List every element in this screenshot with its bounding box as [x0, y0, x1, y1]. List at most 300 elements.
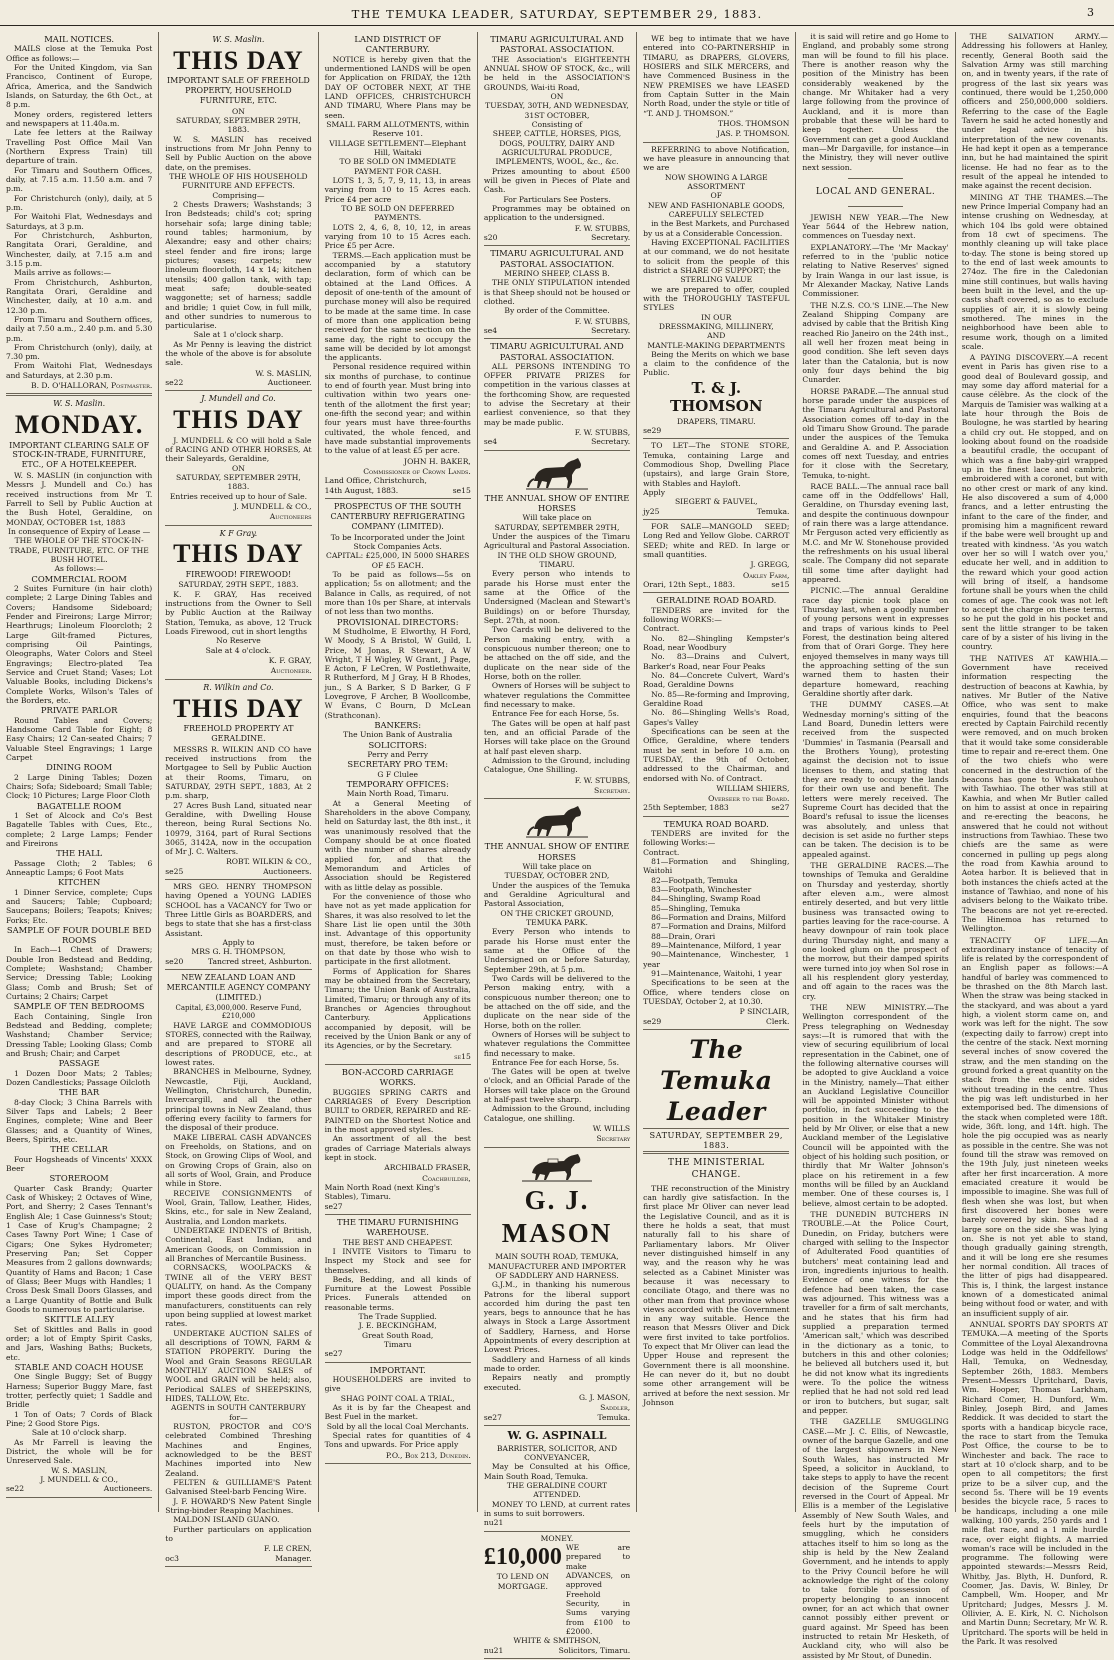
ad-further: Further particulars on application to [165, 1524, 312, 1543]
ad-title: THE ANNUAL SHOW OF ENTIRE HORSES [484, 841, 630, 862]
ad-paragraph: UNDERTAKE INDENTS of British, Continental, East Indian, and American Goods, on Commission in all Branches of Mercantile Business. [165, 1226, 312, 1263]
ad-town: Temuka. [597, 1412, 631, 1422]
room-items: 2 Large Dining Tables; Dozen Chairs; Sofa; Sideboard; Small Table; Clock; 10 Pictures; Large Floor Cloth [6, 772, 153, 801]
news-item-lead: THE NEW MINISTRY. [810, 1002, 927, 1012]
ad-big-heading: THIS DAY [173, 405, 304, 435]
ad-code: se27 [483, 1412, 502, 1422]
news-item-text: —The New Year 5644 of the Hebrew nation, commences on Tuesday next. [802, 212, 949, 241]
news-item [962, 1320, 1108, 1646]
ad-subtitle: FREEHOLD PROPERTY AT GERALDINE. [183, 723, 294, 743]
mail-notice-line: From Timaru and Southern offices, daily at 7.50 a.m., 2.40 p.m. and 5.30 p.m. [6, 314, 153, 343]
column-5 [636, 32, 789, 1512]
ad-posters: For Particulars See Posters. [503, 194, 611, 204]
contract-item: No. 83—Drains and Culvert, Barker's Road, near Four Peaks [643, 652, 790, 671]
ad-signature: W. S. MASLIN, [255, 368, 312, 378]
ad-footer [484, 437, 630, 446]
ad-code: se4 [483, 437, 498, 447]
school-ad [165, 880, 311, 970]
room-name: SAMPLE OF FOUR DOUBLE BED ROOMS [6, 924, 152, 946]
contract-item: 91—Maintenance, Waitohi, 1 year [651, 969, 782, 979]
ad-title: BON-ACCORD CARRIAGE WORKS. [341, 1066, 454, 1088]
column-7 [955, 32, 1108, 1647]
contract-item: No. 86—Shingling Wells's Road, Gapes's Valley [643, 708, 790, 727]
ad-text: MRS GEO. HENRY THOMPSON having Opened a YOUNG LADIES SCHOOL has a VACANCY for Two or Three Little Girls as BOARDERS, and begs to state that she has a first-class Assistant. [165, 882, 312, 938]
room-name: SKITTLE ALLEY [44, 1314, 115, 1325]
ad-date: SATURDAY, 29TH SEPT., 1883. [178, 580, 299, 590]
refrigerating-prospectus [325, 499, 471, 1065]
ad-solicitors-heading: SOLICITORS: [368, 739, 427, 750]
news-item [802, 213, 948, 241]
ad-footer [643, 580, 789, 589]
ad-offices-heading: TEMPORARY OFFICES: [346, 779, 449, 790]
news-item [802, 1003, 948, 1208]
ad-code: se15 [454, 1051, 471, 1061]
ad-footer [484, 233, 630, 242]
ad-code: se22 [6, 1484, 25, 1494]
ad-footer [643, 507, 789, 516]
ad-text: J. MUNDELL & CO will hold a Sale of RACING AND OTHER HORSES, At their Saleyards, Geraldine, [165, 435, 312, 464]
ad-goods: NEW AND FASHIONABLE GOODS, CAREFULLY SELECTED [647, 200, 785, 219]
news-item [962, 32, 1108, 191]
ad-signature: J. GREGG, [750, 560, 790, 570]
auctioneer-name: W. S. Maslin. [53, 399, 106, 409]
ad-apply: Apply to [222, 938, 255, 948]
ad-incorporated: To be Incorporated under the Joint Stock Companies Acts. [330, 532, 465, 551]
mail-notice-line: For Timaru and Southern Offices, daily, at 7.15 a.m. 11.50 a.m. and 7 p.m. [6, 165, 153, 194]
ad-signature: JAS. P. THOMSON. [717, 129, 790, 139]
news-item [962, 654, 1108, 934]
ad-trade: MANUFACTURER AND IMPORTER OF SADDLERY AND HARNESS. [488, 1261, 626, 1280]
ad-apply: Apply [643, 487, 666, 497]
ad-paragraph: Entrance Fee for each Horse, 5s. [491, 1057, 619, 1067]
ad-code: se27 [324, 1349, 343, 1359]
ad-under: Under the auspices of the Temuka and Geraldine Agricultural and Pastoral Association, [483, 880, 631, 909]
sale-signature-3: Auctioneers. [103, 1484, 153, 1494]
ad-code: s20 [483, 232, 498, 242]
ad-on: ON [550, 91, 564, 101]
ad-capital: CAPITAL: £25,000, IN 5000 SHARES OF £5 EACH. [326, 551, 470, 570]
column-1 [6, 32, 152, 1512]
ad-text: FOR SALE—MANGOLD SEED; Long Red and Yellow Globe. CARROT SEED; white and RED. In large or small quantities. [643, 521, 790, 559]
news-item-text: —Government have received information respecting the destruction of beacons at Kawhia, by natives. Mr Butler of the Native Office, who was sent to make enquiries, found that the beacons erected by Captain Fairchild recently were removed, and on much broken that it would take some considerable time to repair and re-erect them. One of the two chiefs who were concerned in the destruction of the beacons has gone to Whakatauhou with Tawhiao. The other was still at Kawhia, and when Mr Butler called on him to assist at once in repairing and re-erecting the beacons, he answered that he could not without instructions from Tawhiao. These two chiefs are the same as were concerned in pulling up pegs along the road from Kawhia around to Aotea harbor. It is believed that in both instances the chiefs acted at the instance of Tawhiao, and none of his advisers belong to the Waikato tribe. The beacons are not yet re-erected. The Hinemoa has returned to Wellington. [961, 653, 1108, 934]
ad-directors: M Studholme, E Elworthy, H Ford, W Moody, S A Bristol, W Guild, L Price, M Jonas, R Stewart, A W Wright, T H Wigley, W Grant, J Page, E Acton, F LeCren, W Postlethwaite, R Rutherford, M J Gray, H B Rhodes, jun., S A Barker, S D Barker, G F Lovegrove, F Archer, B Woollcombe, W Evans, C Bourn, D McLean (Strathconan). [324, 626, 471, 720]
room-items: Set of Skittles and Balls in good order; a lot of Empty Spirit Casks, and Jars, Washing Baths; Buckets, etc. [6, 1324, 153, 1362]
ad-paragraph: REFERRING to above Notification, we have pleasure in announcing that we are [643, 144, 790, 173]
ad-title: IMPORTANT. [369, 1364, 426, 1375]
news-item [802, 861, 948, 1001]
ad-paragraph: G.J.M., in thanking his numerous Patrons for the liberal support accorded him during the past ten years, begs to announce that he has always in Stock a Large Assortment of Saddlery, Harness, and Horse Appointments of every description at Lowest Prices. [483, 1280, 631, 1355]
room-items: In Each—1 Chest of Drawers; Double Iron Bedstead and Bedding, Complete; Washstand; Chamber Service; Dressing Table; Looking Glass; Comb and Brush; Set of Curtains; 2 Chairs; Carpet [6, 945, 153, 1002]
ad-role: Secretary. [591, 232, 631, 242]
room-name: STABLE AND COACH HOUSE [14, 1361, 144, 1372]
ad-text: WE are prepared to make ADVANCES, on approved Freehold Security, in Sums varying from £100 to £2000. [565, 1542, 631, 1636]
article-body: THE reconstruction of the Ministry can hardly give satisfaction. In the first place Mr Oliver can never lead the Legislative Council, and as it is there he holds a seat, that must naturally fall to his share of Parliamentary labors. Mr Oliver never distinguished himself in any way, and the reason why he was selected as a Cabinet Minister was because it was necessary to conciliate Otago, and there was no other man from that province whose views accorded with the Government in any way suitable. Hence the reason that Messrs Oliver and Dick were first invited to take portfolios. To expect that Mr Oliver can lead the Upper House and represent the Government there is all moonshine. He can never do it, but no doubt some other arrangement will be arrived at before the next session. Mr Johnson [643, 1183, 790, 1408]
room-name: THE HALL [56, 848, 103, 859]
ad-text: K. F. GRAY, Has received instructions from the Owner to Sell by Public Auction at the Railway Station, Temuka, as above, 12 Truck Loads Firewood, cut in short lengths [165, 589, 312, 637]
news-item-lead: EXPLANATORY. [810, 242, 872, 252]
mail-notice-line: From Christchurch (only), daily, at 7.30 pm. [6, 342, 153, 362]
ad-town: Timaru [383, 1340, 412, 1350]
ad-contact-name: MRS G. H. THOMPSON, [191, 947, 286, 957]
horse-show-timaru-ad [484, 451, 630, 800]
room-name: SAMPLE OF TEN BEDROOMS [13, 1001, 145, 1012]
newspaper-columns [6, 32, 1108, 1660]
news-item [802, 243, 948, 299]
ad-paragraph: Admission to the Ground, including Catalogue, one shilling. [483, 1104, 631, 1123]
geraldine-road-board-ad [643, 593, 789, 817]
ad-paragraph: Two Cards will be delivered to the Person making entry, with a conspicuous number thereon; one to be attached on the off side, and the duplicate on the near side of the Horse, both on the roller. [483, 625, 631, 682]
room-block [6, 1001, 152, 1058]
news-item-text: —An extraordinary instance of tenacity of life is related by the correspondent of an English paper as follows:—A handful of barley was commenced to be thrashed on the 8th March last. When the straw was being stacked in the stackyard, and was about a yard high, a violent storm came on, and work was left for the night. The sow (expecting daily to farrow) crept into the centre of the stack. Next morning several inches of snow covered the straw, and the men standing on the ground forked a great quantity on the stack from the ends and sides without treading in the centre. Thus the pig was left undisturbed in her extemporised bed. The dimensions of the stack when completed were 18ft. wide, 36ft. long, and 14ft. high. The hole the pig occupied was as nearly as possible in the centre. She was not found till the straw was removed on the 19th July, just nineteen weeks after her first incarceration. A more emaciated creature it would be impossible to imagine. She was full of flesh when she was lost, but when first discovered her bones were barely covered by skin. She had a large sore on the side she was lying on. She is not yet able to stand, though gradually gaining strength, and it will be long ere she resumes her normal condition. All traces of the litter of pigs had disappeared. This is, I think, the largest instance known of a domesticated animal being without food or water, and with an insufficient supply of air. [961, 935, 1108, 1318]
to-let-ad [643, 439, 789, 520]
room-name: DINING ROOM [46, 762, 113, 773]
ad-paragraph: An assortment of all the best grades of Carriage Materials always kept in stock. [324, 1134, 471, 1162]
ad-title: NEW ZEALAND LOAN AND MERCANTILE AGENCY COMPANY (LIMITED.) [166, 973, 311, 1002]
ad-solicitors: Perry and Perry [367, 750, 429, 760]
news-item-text: —At Wednesday morning's sitting of the Land Board, Dunedin letters were received from the suspected 'Dummies' in Tasmania (Pearsall and the Brothers Young), protesting against the decision not to issue licenses to them, and stating that they are ready to occupy the lands for their own use and benefit. The letters were merely received. The Supreme Court has decided that the Board's refusal to issue the licenses was absolutely, and unless that decision is set aside no further steps can be taken. The decision is to be appealed against. [802, 700, 949, 859]
room-block [6, 762, 152, 800]
ad-small-farms: SMALL FARM ALLOTMENTS, within Reserve 101. [326, 119, 470, 139]
ad-big-heading: MONDAY. [14, 410, 144, 440]
auctioneer-name: J. Mundell and Co. [201, 394, 276, 404]
room-items: 8-day Clock; 3 China Barrels with Silver Taps and Labels; 2 Beer Engines, complete; Wine and Beer Glasses; and a Quantity of Wines, Beers, Spirits, etc. [6, 1097, 153, 1145]
room-block [6, 705, 152, 762]
mail-notice-line: For Christchurch (only), daily, at 5 p.m. [6, 193, 153, 212]
mail-notice-line: For Waitohi Flat, Wednesdays and Saturdays, at 3 p.m. [6, 212, 153, 231]
room-block [6, 1410, 152, 1429]
ad-code: se27 [324, 1201, 343, 1211]
money-lend: TO LEND ON MORTGAGE. [496, 1572, 549, 1591]
news-item [802, 482, 948, 585]
ad-specifications: Specifications to be seen at the Office, where tenders close on TUESDAY, October 2, at 10.30. [643, 978, 790, 1007]
mail-notice-line: From Waitohi Flat, Wednesdays and Saturdays, at 2.30 p.m. [6, 361, 153, 380]
article-title: THE MINISTERIAL CHANGE. [668, 1158, 765, 1180]
mail-notice-line: Mails arrive as follows:— [14, 268, 112, 278]
mail-notices-list [6, 44, 152, 380]
contract-item: 84—Shingling, Swamp Road [651, 894, 761, 904]
contract-item: 87—Formation and Drains, Milford [651, 922, 787, 932]
ad-footer [165, 1554, 311, 1563]
ad-paragraph: Two Cards will be delivered to the Person making entry, with a conspicuous number thereon; one to be attached on the off side, and the duplicate on the near side of the Horse, both on the roller. [483, 973, 631, 1030]
ad-role: Auctioneers [269, 512, 312, 522]
ad-of: OF [710, 191, 723, 201]
horse-show-temuka-ad [484, 799, 630, 1148]
room-items: Each Containing, Single Iron Bedstead and Bedding, complete; Washstand; Chamber Service; Dressing Table; Looking Glass; Comb and Brush; Chair; and Carpet [6, 1011, 153, 1059]
news-item [802, 301, 948, 385]
ad-date: SATURDAY, SEPTEMBER 29TH, [494, 522, 620, 532]
news-item-lead: THE NATIVES AT KAWHIA. [969, 653, 1101, 663]
ad-footer [643, 1017, 789, 1026]
sale-time: Sale at 10 o'clock sharp. [31, 1428, 127, 1438]
ad-paragraph: we are prepared to offer, coupled with the THOROUGHLY TASTEFUL STYLES [643, 284, 790, 313]
ad-signature: F. W. STUBBS, [574, 775, 631, 785]
ad-code: se15 [771, 579, 790, 589]
ad-directors-heading: PROVISIONAL DIRECTORS: [336, 616, 459, 627]
ad-signature: F. W. STUBBS, [574, 428, 631, 438]
ad-address: MAIN SOUTH ROAD, TEMUKA, [495, 1252, 619, 1262]
news-item-lead: PICNIC. [810, 586, 842, 596]
room-block [6, 1144, 152, 1173]
contract-item: 89—Maintenance, Milford, 1 year [651, 941, 781, 951]
money-to-lend-ad [484, 1532, 630, 1659]
ad-paragraph: THE GERALDINE COURT ATTENDED. [506, 1480, 608, 1500]
room-items: Passage Cloth; 2 Tables; 6 Anneaptic Lamps; 6 Foot Mats [6, 858, 153, 877]
ad-signature: K. F. GRAY, [268, 656, 312, 666]
ad-place: ON THE CRICKET GROUND, TEMUKA PARK. [500, 908, 614, 927]
ad-role: Auctioneers. [263, 866, 312, 876]
ad-comprising: Comprising— [212, 190, 265, 200]
ad-farm: Oakley Farm, [742, 570, 790, 580]
ad-date: TUESDAY, OCTOBER 2ND, [504, 871, 610, 881]
ad-text: ALL PERSONS INTENDING TO OFFER PRIVATE PRIZES for competition in the various classes at the forthcoming Show, are requested to advise the Secretary at their earliest convenience, so that they may be made public. [483, 361, 631, 427]
ad-sterling: STERLING VALUE [680, 275, 753, 285]
news-item [962, 193, 1108, 352]
ad-code: se29 [643, 1016, 662, 1026]
ad-dressmaking: DRESSMAKING, MILLINERY, [658, 321, 774, 331]
news-item-text: —The annual Geraldine race day picnic took place on Thursday last, when a goodly number of young persons went in expresses and traps of various kinds to Peel Forest, the destination being altered from that of Orari Gorge. They here enjoyed themselves in many ways till the approaching setting of the sun warned them to hasten their departure homeward, reaching Geraldine shortly after dark. [802, 586, 949, 699]
ad-title: THE TIMARU FURNISHING WAREHOUSE. [337, 1216, 459, 1238]
news-item-lead: THE GAZELLE SMUGGLING CASE. [802, 1417, 949, 1436]
ad-paragraph: Entrance Fee for each Horse, 5s. [491, 709, 619, 719]
ad-role: Auctioneer. [267, 378, 312, 388]
separator [802, 174, 948, 183]
ad-bankers-heading: BANKERS: [374, 720, 422, 731]
mail-notice-line: Late fee letters at the Railway Travelling Post Office Mail Van (Northern Express Train) till departure of train. [6, 128, 153, 166]
news-item-lead: ANNUAL SPORTS DAY SPORTS AT TEMUKA. [961, 1319, 1108, 1339]
contract-item: No. 84—Concrete Culvert, Ward's Road, Geraldine Downs [643, 670, 790, 690]
ad-no-reserve: No Reserve [216, 636, 261, 646]
room-items: 2 Suites Furniture (in hair cloth) complete; 2 Large Dining Tables and Covers; Handsome Sideboard; Fender and Fireirons; Large Mirror; Hearthrugs; Linoleum Floorcloth; 2 Large Gilt-framed Pictures, comprising Oil Paintings, Oleographs, Water Colors and Steel Engravings; Electro-plated Tea Service and Cruet Stand; Vases; Lot Valuable Books, including Dickens's Complete Works, Wilson's Tales of the Borders, etc. [6, 584, 153, 705]
ad-paragraph: Admission to the Ground, including Catalogue, One Shilling. [483, 755, 631, 775]
room-name: THE BAR [59, 1087, 100, 1098]
ad-paragraph: Repairs neatly and promptly executed. [483, 1373, 631, 1392]
mail-notice-line: Money orders, registered letters and newspapers at 11.40a.m. [6, 109, 153, 128]
separator [802, 201, 948, 210]
ad-contract-heading: Contract. [643, 624, 680, 634]
ad-subtitle: FIREWOOD! FIREWOOD! [185, 569, 292, 579]
news-item-lead: RACE BALL. [810, 481, 860, 491]
ad-and: AND [707, 331, 726, 341]
ad-role: Auctioneer. [270, 666, 312, 676]
newspaper-masthead: The Temuka Leader [660, 1035, 773, 1126]
ad-signature: J. E. BECKINGHAM, [358, 1321, 437, 1331]
ad-secretary-heading: SECRETARY PRO TEM: [347, 759, 449, 770]
mail-notices [6, 32, 152, 396]
ad-paragraph: J. F. HOWARD'S New Patent Single String-binder Reaping Machines. [165, 1496, 312, 1515]
ad-paragraph: Beds, Bedding, and all kinds of Furniture at the Lowest Possible Prices. Funerals attended on reasonable terms. [324, 1274, 471, 1312]
column-6 [795, 32, 949, 1660]
ad-address: P.O., Box 213, Dunedin. [385, 1450, 471, 1460]
ad-highlight: SHAG POINT COAL A TRIAL, [340, 1393, 455, 1403]
ad-signature: P SINCLAIR, [739, 1007, 790, 1017]
contract-item: No. 85—Re-forming and Improving, Geraldine Road [643, 689, 790, 708]
ad-paragraph: At a General Meeting of Shareholders in the above Company, held on Saturday last, the 8th inst., it was unanimously resolved that the Company should be at once floated with the number of shares already applied for, and that the Memorandum and Articles of Association should be Registered with as little delay as possible. [324, 798, 471, 892]
ad-paragraph: MAKE LIBERAL CASH ADVANCES on Freeholds, on Stations, and on Stock, on Growing Clips of Wool, and on Growing Crops of Grain, also on all sorts of Wool, Grain, and Produce while in Store. [165, 1132, 312, 1189]
mail-notices-title: MAIL NOTICES. [44, 34, 115, 44]
contract-item: No. 82—Shingling Kempster's Road, near Woodbury [643, 633, 790, 652]
coal-ad [325, 1363, 471, 1464]
thomson-partnership-ad [643, 32, 789, 143]
ad-date: 25th September, 1883 [643, 803, 729, 813]
sale-signature-1: W. S. MASLIN, [51, 1465, 108, 1475]
sale-consequence: In consequence of Expiry of Lease — [8, 527, 151, 537]
ad-role: DRAPERS, TIMARU. [676, 416, 756, 426]
land-district-ad [325, 32, 471, 499]
ad-consisting: Consisting of [531, 119, 583, 129]
ad-lot: 27 Acres Bush Land, situated near Geraldine, with Dwelling House thereon, being Rural Sections No. 10979, 3164, part of Rural Sections 3065, 3142A, now in the occupation of Mr J. C. Walters. [165, 800, 312, 857]
column-4 [477, 32, 631, 1655]
mail-notice-line: For the United Kingdom, via San Francisco, Continent of Europe, Africa, America, and the Sandwich Islands, on Saturday, the 6th Oct., at 8 p.m. [6, 62, 153, 110]
contract-list [643, 634, 789, 727]
ad-footer [484, 326, 630, 335]
room-name: KITCHEN [57, 877, 101, 888]
ad-big-heading: THIS DAY [173, 693, 304, 723]
carriage-works-ad [325, 1065, 471, 1215]
room-name: COMMERCIAL ROOM [31, 573, 127, 584]
ad-role: Secretary. [594, 785, 631, 795]
ad-signature: F. W. STUBBS, [574, 316, 631, 326]
ad-title: GERALDINE ROAD BOARD. [656, 595, 777, 606]
ad-footer [484, 1646, 630, 1655]
room-items: One Single Buggy; Set of Buggy Harness; Superior Buggy Mare, fast trotter, perfectly quiet; 1 Saddle and Bridle [6, 1372, 153, 1410]
news-item-lead: MINING AT THE THAMES. [969, 192, 1086, 202]
room-block [6, 848, 152, 877]
room-items: 1 Ton of Oats; 7 Cords of Black Pine; 2 Good Store Pigs. [6, 1409, 153, 1428]
ad-lots: LOTS 2, 4, 6, 8, 10, 12, in areas varying from 10 to 15 Acres each. Price £5 per Acre. [324, 222, 471, 251]
room-block [6, 1087, 152, 1144]
ad-signature: WHITE & SMITHSON, [513, 1636, 601, 1646]
ad-paragraph: BRANCHES in Melbourne, Sydney, Newcastle, Fiji, Auckland, Wellington, Christchurch, Dunedin, Invercargill, and all the other principal towns in New Zealand, thus offering every facility to farmers for the disposal of their produce. [165, 1067, 312, 1133]
room-block [6, 801, 152, 849]
room-items: Round Tables and Covers; Handsome Card Table for Eight; 8 Easy Chairs; 12 Can-seated Chairs; 7 Valuable Steel Engravings; 1 Large Carpet [6, 715, 153, 762]
newspaper-headline: THE TEMUKA LEADER, SATURDAY, SEPTEMBER 29, 1883. [351, 7, 763, 21]
ad-date: SATURDAY, SEPTEMBER 29TH, 1883. [176, 115, 301, 135]
news-item-text: —A recent event in Paris has given rise to a good deal of Boulevard gossip, and may some day afford material for a cause célèbre. As the clock of the Marquis de Tamisier was walking at a late hour through the Bois de Boulogne, he was startled by hearing a child cry out. He stopped, and on looking about found on the roadside a beautiful cradle, the occupant of which was a fine baby-girl wrapped up in the finest lace and cambric, embroidered with a coronet, but with no other crest or mark of any kind. He also discovered a sum of 4,000 francs, and a letter entrusting the infant to the care of the finder, and promising him a magnificent reward if the babe were well brought up and treated with kindness. 'As you watch over her so will I watch over you,' educate her well, and in addition to the reward which your good action will bring of itself, a handsome fortune shall be yours when the child comes of age. The cook was not left to accept the charge on these terms, so he put the gold in his pocket and sent the little stranger to be taken care of by a sister of his living in the country. [961, 353, 1108, 652]
ad-role: Coachbuilder, [422, 1173, 471, 1183]
news-item-text: —The new Prince Imperial Company had an intense crushing on Wednesday, at which 104 lbs gold were obtained from 18 cwt of specimens. The monthly cleaning up will take place to-day. The stone is being stored up to the end of last week amounts to 274oz. The fire in the Caledonian mine still continues, but walls having been built in the level, and the up-casts shaft covered, so as to exclude supplies of air, it is slowly being smothered. The mines in the neighborhood have been able to resume work, though on a limited scale. [961, 192, 1108, 351]
news-item-text: —A meeting of the Sports Committee of the Loyal Alexandrovna Lodge was held in the Oddfellows' Hall, Temuka, on Wednesday, September 26th, 1883. Members Present—Messrs Upritchard, Davis, Wm. Hooper, Thomas Larkham, Richard Comer, H. Dunford, Wm. Binley, Joseph Bird, and James Reddick. It was decided to start the sports with a handicap bicycle race, the race to start from the Temuka Post Office, the course to be to Winchester and back. The race to start at 10 o'clock sharp, and to be open to all competitors; the first prize to be a silver cup, and the second 5s. There will be 19 events besides the bicycle race, 5 races to be handicaps, including a one mile walking, 100 yards, 250 yards and 1 mile flat race, and a 1 mile hurdle race, over eight flights. A married woman's race will be included in the programme. The following were appointed stewards:—Messrs Reid, Whitby, Jas. Blyth, H. Dunford, R. Coomer, Jas. Davis, W. Binley, Dr Campbell, Wm. Hooper, and Mr Upritchard; Judges, Messrs J. M. Ollivier, A. E. Kirk, N. C. Nicholson and Martin Dunn; Secretary, Mr W. R. Upritchard. The sports will be held in the Park. It was resolved [961, 1329, 1108, 1647]
ad-footer [484, 1413, 630, 1422]
money-amount: £10,000 [483, 1543, 562, 1570]
wilkin-sale-ad [165, 680, 311, 880]
ad-paragraph: HOUSEHOLDERS are invited to give [324, 1375, 471, 1394]
news-item [962, 936, 1108, 1318]
ad-address: Main North Road (next King's Stables), Timaru. [324, 1182, 440, 1202]
contract-item: 86—Formation and Drains, Milford [651, 913, 787, 923]
news-item-text: —The annual stud horse parade under the auspices of the Timaru Agricultural and Pastoral Association comes off to-day in the old Timaru Show Ground. The parade under the auspices of the Temuka and Geraldine A. and P. Association comes off next Tuesday, and entries for it close with the Secretary, Temuka, to-night. [802, 386, 949, 480]
news-item-lead: JEWISH NEW YEAR. [810, 212, 902, 222]
ad-intro: TENDERS are invited for the following WORKS:— [643, 605, 790, 624]
auctioneer-name: K F Gray. [219, 528, 258, 538]
temuka-road-board-ad [643, 817, 789, 1030]
money-row [484, 1543, 630, 1636]
ad-paragraph: The Gates will be open at twelve o'clock, and an Official Parade of the Horses will take place on the Ground at half-past twelve sharp. [483, 1067, 631, 1105]
ad-code: se4 [483, 325, 498, 335]
news-item [802, 387, 948, 480]
ad-paragraph: As it is by far the Cheapest and Best Fuel in the market. [324, 1403, 471, 1422]
ad-office: Land Office, Christchurch, [324, 476, 427, 486]
room-block [6, 1058, 152, 1087]
ad-paragraph: CORNSACKS, WOOLPACKS & TWINE all of the VERY BEST QUALITY, on hand. As the Company import these goods direct from the manufacturers, constituents can rely upon being supplied at lowest market rates. [165, 1263, 312, 1329]
mail-notices-signature: B. D. O'HALLORAN, Postmaster. [31, 381, 153, 391]
news-item-lead: A PAYING DISCOVERY. [969, 353, 1065, 363]
ad-paragraph: Owners of Horses will be subject to whatever regulations the Committee find necessary to make. [483, 1029, 631, 1058]
room-name: BAGATELLE ROOM [36, 800, 122, 811]
horse-icon [526, 803, 588, 839]
room-items: 1 Dinner Service, complete; Cups and Saucers; Table; Cupboard; Saucepans; Boilers; Teapots; Knives; Forks; Etc. [6, 887, 153, 925]
news-item-lead: THE DUNEDIN BUTCHERS IN TROUBLE. [802, 1210, 949, 1229]
news-item-lead: THE SALVATION ARMY. [969, 32, 1101, 41]
mundell-sale-ad [165, 391, 311, 525]
money-left [484, 1543, 562, 1591]
ad-paragraph: Special rates for quantities of 4 Tons and upwards. For Price apply [324, 1431, 471, 1450]
ad-address: Great South Road, [362, 1330, 434, 1340]
ad-code: nu21 [483, 1518, 504, 1528]
ad-signature: ROBT. WILKIN & CO., [226, 857, 312, 867]
news-item-text: —The annual race ball came off in the Oddfellows' Hall, Geraldine, on Thursday evening last, and despite the continuous downpour of rain there was a large attendance. Mr Ferguson acted very efficiently as M.C. and Mr W. Stonehouse provided the refreshments on his usual liberal scale. The Company did not separate till some time after daylight had appeared. [802, 481, 949, 585]
ad-text: MESSRS R. WILKIN AND CO have received instructions from the Mortgagee to Sell by Public Auction at their Rooms, Timaru, on SATURDAY, 29TH SEPT., 1883, At 2 p.m. sharp, [165, 744, 312, 801]
contract-item: 85—Shingling, Temuka [651, 903, 741, 913]
ad-role: Overseer to the Board. [708, 794, 790, 804]
ad-code: se20 [165, 956, 184, 966]
ad-footer [165, 378, 311, 387]
ad-paragraph: BUGGIES SPRING CARTS and CARRIAGES of Every Description BUILT to ORDER, REPAIRED and RE-PAINTED on the Shortest Notice and in the most approved styles. [324, 1087, 471, 1134]
ad-programmes: Programmes may be obtained on application to the undersigned. [483, 203, 631, 223]
ad-footer [643, 803, 789, 812]
room-name: STOREROOM [49, 1173, 109, 1184]
ad-subtitle: MERINO SHEEP, CLASS B. [504, 268, 610, 278]
ad-paragraph: The Gates will be open at half past ten, and an official Parade of the Horses will take place on the Ground at half past eleven sharp. [483, 718, 631, 756]
contract-item: 88—Drain, Orari [651, 931, 716, 941]
ad-signature: G. J. MASON, [578, 1393, 631, 1403]
room-block [6, 877, 152, 925]
ad-title: TIMARU AGRICULTURAL AND PASTORAL ASSOCIATION. [490, 341, 624, 362]
ad-paragraph: FELTEN & GUILLIAME'S Patent Galvanised Steel-barb Fencing Wire. [165, 1477, 312, 1497]
ad-code: se15 [452, 485, 471, 495]
ad-paragraph: Saddlery and Harness of all kinds made to order. [483, 1354, 631, 1374]
ad-title: PROSPECTUS OF THE SOUTH CANTERBURY REFRIGERATING COMPANY (LIMITED). [330, 502, 465, 531]
room-name: PRIVATE PARLOR [40, 705, 118, 716]
ad-time: Sale at 1 o'clock sharp. [193, 330, 284, 340]
ad-whole: THE WHOLE OF HIS HOUSEHOLD FURNITURE AND EFFECTS. [169, 171, 308, 191]
ad-title: LAND DISTRICT OF CANTERBURY. [354, 34, 441, 55]
ad-footer [165, 957, 311, 966]
room-block [6, 1173, 152, 1314]
ad-offices: Main North Road, Timaru. [346, 789, 449, 799]
ad-time: Sale at 4 o'clock. [205, 645, 272, 655]
ad-role: Manager. [275, 1553, 312, 1563]
ad-role: Commissioner of Crown Lands. [363, 467, 471, 477]
ad-title: THE ANNUAL SHOW OF ENTIRE HORSES [484, 492, 630, 514]
ad-big-heading: THIS DAY [173, 539, 304, 569]
ad-role: Secretary. [591, 325, 631, 335]
news-items-list [962, 32, 1108, 1646]
page-header [0, 0, 1114, 26]
ad-item-list: 2 Chests Drawers; Washstands; 3 Iron Bedsteads; child's cot; spring horsehair sofa; large dining table; round tables; harmonium, by Alexandre; easy and other chairs; steel fender and fire irons; large pictures; vases; carpets; new linoleum floorcloth, 14 x 14; kitchen utensils; 400 gallon tank, with tap; meat safe; double-seated waggonette; set of harness; saddle and bridle; 1 quiet Cow, in full milk, and other sundries to numerous to particularise. [165, 199, 312, 331]
news-item [962, 353, 1108, 652]
ad-intro: W. S. MASLIN has received instructions from Mr John Penny to Sell by Public Auction on the above date, on the premises. [165, 134, 312, 172]
ad-trade: The Trade Supplied. [358, 1312, 437, 1322]
contract-list [643, 857, 789, 978]
room-block [6, 574, 152, 706]
news-item-text: —At the Police Court, Dunedin, on Friday, butchers were charged with selling to the Inspector of Adulterated Food quantities of butchers' meat containing lead and iron, ingredients injurious to health. Evidence of one witness for the defence had been taken, the case was adjourned. This witness was a traveller for a firm of salt merchants, and he states that his firm had supplied a preparation termed 'American salt,' which was described in the dictionary as a tonic, to butchers in this and other colonies; he believed all butchers used it, but he did not know what its ingredients were. To the police the witness replied that he had not sold red lead or iron to butchers, but sugar, salt and pepper. [802, 1219, 949, 1415]
ad-signature: F. W. STUBBS, [574, 223, 631, 233]
sale-intro: W. S. MASLIN (in conjunction with Messrs J. Mundell and Co.) has received instructions from Mr T. Farrell to Sell by Public Auction at the Bush Hotel, Geraldine, on MONDAY, OCTOBER 1st, 1883 [6, 471, 153, 527]
ad-text: TO LET—The STONE STORE, Temuka, containing Large and Commodious Shop, Dwelling Place (upstairs), and large Grain Store, with Stables and Hayloft. [643, 441, 790, 488]
ad-payment: To be paid as follows—5s on application; 5s on allotment; and the Balance in Calls, as required, of not more than 10s per Share, at intervals of not less than two months. [324, 569, 471, 617]
mail-notice-line: From Christchurch, Ashburton, Rangitata Orari, Geraldine and Winchester, daily, at 10 a.m. and 12.30 p.m. [6, 277, 153, 315]
ad-will: Will take place on [522, 513, 592, 523]
